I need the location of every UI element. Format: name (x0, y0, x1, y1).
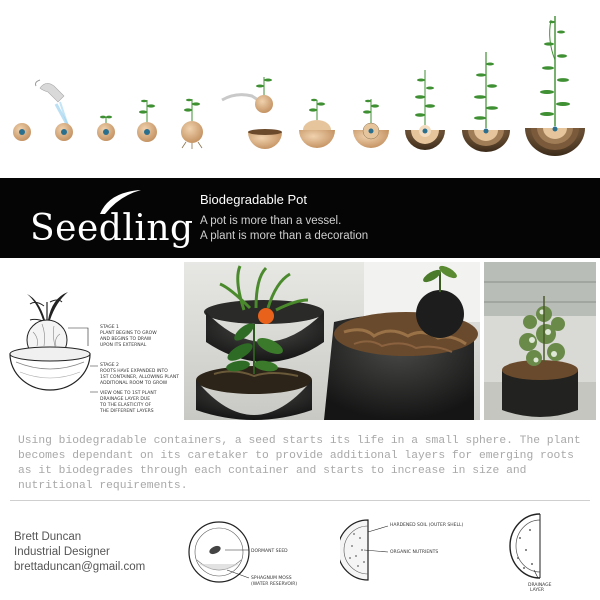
stage-placing-in-pot (222, 77, 282, 149)
svg-text:ADDITIONAL ROOM TO GROW: ADDITIONAL ROOM TO GROW (100, 381, 168, 386)
svg-text:UPON ITS EXTERNAL: UPON ITS EXTERNAL (100, 343, 147, 348)
photo-window-plant (484, 262, 596, 420)
svg-text:HARDENED SOIL (OUTER SHELL): HARDENED SOIL (OUTER SHELL) (390, 523, 464, 528)
svg-text:LAYER: LAYER (530, 588, 545, 593)
svg-text:(WATER RESERVOIR): (WATER RESERVOIR) (251, 582, 298, 587)
stage-roots-emerging (181, 99, 203, 149)
designer-credits (14, 530, 145, 575)
stage-layered-mature (525, 16, 585, 156)
svg-text:DRAINAGE LAYER DUE: DRAINAGE LAYER DUE (100, 397, 151, 402)
designer-email: brettaduncan@gmail.com (14, 561, 146, 573)
project-description: Using biodegradable containers, a seed starts its life in a small sphere. The plant becomes dependant on its caretaker to provide additional layers for emerging roots as it biodegrades through each container and starts to increase in size and nutritional requirements. (18, 435, 581, 492)
brand-logo: Seedling (30, 208, 194, 249)
svg-text:STAGE 2: STAGE 2 (100, 363, 119, 368)
svg-text:ORGANIC NUTRIENTS: ORGANIC NUTRIENTS (390, 550, 439, 555)
product-tagline (200, 214, 368, 244)
svg-text:TO THE ELASTICITY OF: TO THE ELASTICITY OF (100, 403, 152, 408)
stage-layered-1 (405, 70, 445, 150)
growth-sequence-illustration (0, 0, 600, 175)
svg-text:ROOTS HAVE EXPANDED INTO: ROOTS HAVE EXPANDED INTO (100, 369, 168, 374)
sketch-half-sphere (340, 510, 470, 590)
stage-potted-medium (353, 99, 389, 148)
svg-text:PLANT BEGINS TO GROW: PLANT BEGINS TO GROW (100, 331, 157, 336)
tagline-line-1: A pot is more than a vessel. (200, 215, 342, 227)
stage-young-plant (137, 100, 157, 142)
svg-text:AND BEGINS TO DRAW: AND BEGINS TO DRAW (100, 337, 152, 342)
product-title: Biodegradable Pot (200, 192, 307, 207)
designer-role: Industrial Designer (14, 546, 110, 558)
designer-name: Brett Duncan (14, 531, 82, 543)
svg-text:VIEW ONE TO 1ST PLANT: VIEW ONE TO 1ST PLANT (100, 391, 157, 396)
stage-layered-2 (462, 52, 510, 152)
sketch-drainage-bowl (500, 508, 595, 593)
stage-potted-small (299, 99, 335, 148)
concept-sketch (0, 262, 180, 420)
svg-text:THE DIFFERENT LAYERS: THE DIFFERENT LAYERS (100, 409, 154, 414)
sketch-seed-sphere (185, 510, 320, 595)
stage-seed-sphere (13, 123, 31, 141)
svg-text:STAGE 1: STAGE 1 (100, 325, 119, 330)
stage-sprout (97, 116, 115, 141)
photo-potted-plants (184, 262, 480, 420)
svg-text:SPHAGNUM MOSS: SPHAGNUM MOSS (251, 576, 292, 581)
svg-text:1ST CONTAINER, ALLOWING PLANT: 1ST CONTAINER, ALLOWING PLANT (100, 375, 180, 380)
svg-text:DORMANT SEED: DORMANT SEED (251, 549, 288, 554)
svg-text:DRAINAGE: DRAINAGE (528, 583, 552, 588)
divider (10, 500, 590, 501)
tagline-line-2: A plant is more than a decoration (200, 230, 369, 242)
stage-watering (36, 80, 74, 141)
